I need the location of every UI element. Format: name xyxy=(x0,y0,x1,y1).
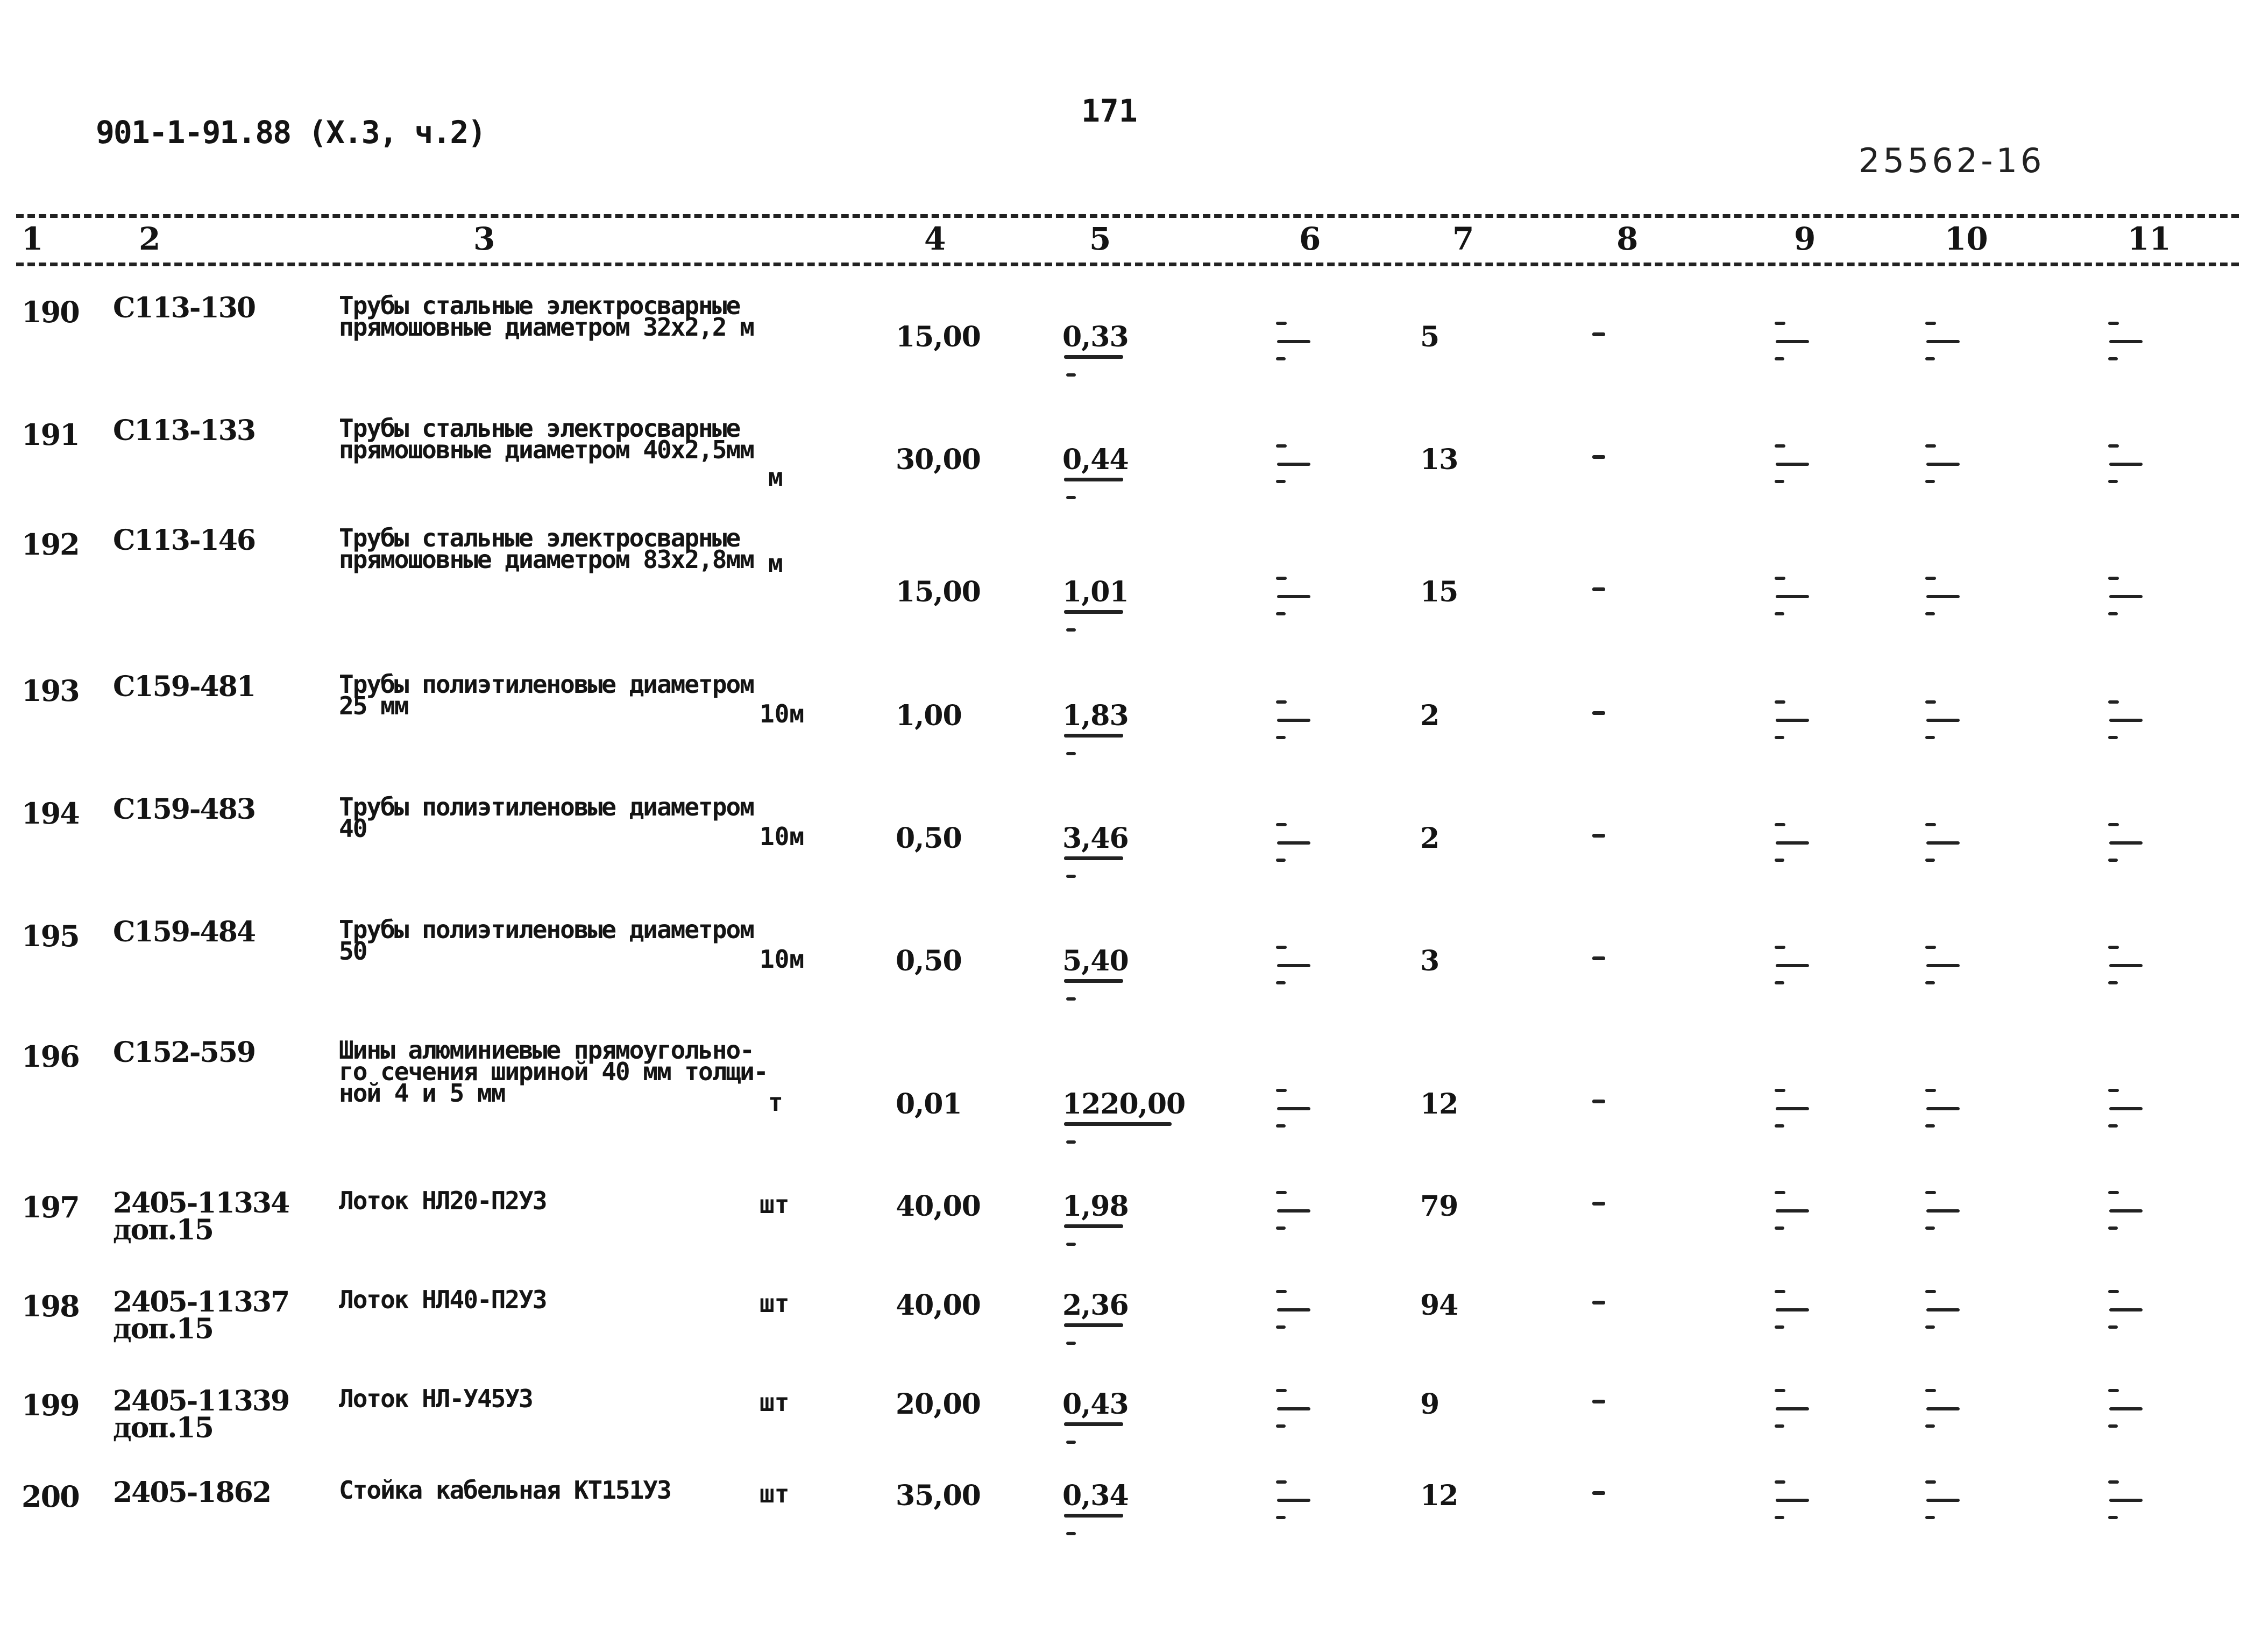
column-number: 3 xyxy=(473,221,495,257)
empty-value-marker xyxy=(2106,1389,2144,1427)
resource-code: С159-484 xyxy=(113,916,256,948)
column-7-value: 2 xyxy=(1420,822,1439,855)
resource-name: Лоток НЛ40-П2УЗ xyxy=(339,1285,547,1314)
empty-value-marker xyxy=(1923,1191,1961,1229)
column-7-value: 15 xyxy=(1420,576,1458,608)
column-7-value: 79 xyxy=(1420,1190,1458,1223)
price-underline-tick xyxy=(1066,1532,1076,1535)
price-underline-tick xyxy=(1066,373,1076,377)
resource-name: Трубы стальные электросварные прямошовные диаметром 40х2,5мм xyxy=(339,414,754,464)
price-underline-tick xyxy=(1066,752,1076,755)
unit-price: 1,83 xyxy=(1062,699,1129,732)
column-7-value: 12 xyxy=(1420,1479,1458,1512)
column-number: 6 xyxy=(1299,221,1321,257)
column-8-dash xyxy=(1592,956,1605,960)
quantity: 0,01 xyxy=(896,1088,962,1121)
unit-of-measure: шт xyxy=(760,1479,790,1508)
price-underline-tick xyxy=(1066,1243,1076,1246)
column-8-dash xyxy=(1592,1301,1605,1304)
quantity: 20,00 xyxy=(896,1388,981,1421)
resource-code: С113-146 xyxy=(113,524,256,557)
column-7-value: 5 xyxy=(1420,321,1439,353)
row-number: 194 xyxy=(22,796,79,831)
resource-name: Лоток НЛ20-П2УЗ xyxy=(339,1186,547,1215)
empty-value-marker xyxy=(2106,322,2144,359)
empty-value-marker xyxy=(1772,1480,1810,1518)
unit-price: 0,33 xyxy=(1062,321,1129,353)
resource-code: С152-559 xyxy=(113,1036,256,1069)
price-underline xyxy=(1064,1514,1123,1518)
row-number: 198 xyxy=(22,1289,79,1323)
unit-price: 5,40 xyxy=(1062,945,1129,977)
column-8-dash xyxy=(1592,834,1605,838)
empty-value-marker xyxy=(1772,322,1810,359)
empty-value-marker xyxy=(1772,1389,1810,1427)
empty-value-marker xyxy=(1772,823,1810,861)
unit-of-measure: м xyxy=(768,549,783,578)
header-rule-bottom xyxy=(16,263,2239,266)
empty-value-marker xyxy=(1923,946,1961,983)
unit-of-measure: шт xyxy=(760,1289,790,1318)
quantity: 40,00 xyxy=(896,1190,981,1223)
row-number: 199 xyxy=(22,1388,79,1422)
column-number: 8 xyxy=(1616,221,1639,257)
price-underline xyxy=(1064,610,1123,614)
header-rule-top xyxy=(16,214,2239,218)
resource-code: 2405-1862 xyxy=(113,1476,271,1509)
price-underline xyxy=(1064,979,1123,983)
row-number: 193 xyxy=(22,673,79,708)
resource-code: 2405-11334 доп.15 xyxy=(113,1187,289,1246)
empty-value-marker xyxy=(1923,1480,1961,1518)
quantity: 30,00 xyxy=(896,443,981,476)
column-number: 10 xyxy=(1945,221,1988,257)
unit-of-measure: т xyxy=(768,1088,783,1117)
resource-code: С113-133 xyxy=(113,414,256,447)
empty-value-marker xyxy=(1274,946,1311,983)
price-underline xyxy=(1064,734,1123,738)
quantity: 40,00 xyxy=(896,1289,981,1322)
quantity: 0,50 xyxy=(896,945,962,977)
quantity: 15,00 xyxy=(896,321,981,353)
empty-value-marker xyxy=(1274,1191,1311,1229)
column-8-dash xyxy=(1592,1491,1605,1495)
empty-value-marker xyxy=(1923,1089,1961,1126)
empty-value-marker xyxy=(1274,444,1311,482)
price-underline-tick xyxy=(1066,496,1076,499)
unit-of-measure: 10м xyxy=(760,822,805,851)
empty-value-marker xyxy=(1274,1290,1311,1328)
column-7-value: 2 xyxy=(1420,699,1439,732)
unit-price: 0,44 xyxy=(1062,443,1129,476)
unit-price: 0,34 xyxy=(1062,1479,1129,1512)
column-7-value: 13 xyxy=(1420,443,1458,476)
quantity: 15,00 xyxy=(896,576,981,608)
price-underline-tick xyxy=(1066,875,1076,878)
column-7-value: 3 xyxy=(1420,945,1439,977)
price-underline xyxy=(1064,856,1123,860)
unit-price: 1,01 xyxy=(1062,576,1129,608)
resource-name: Лоток НЛ-У45УЗ xyxy=(339,1384,533,1413)
column-7-value: 94 xyxy=(1420,1289,1458,1322)
archive-number: 25562-16 xyxy=(1859,141,2045,180)
price-underline xyxy=(1064,1422,1123,1426)
price-underline-tick xyxy=(1066,1342,1076,1345)
column-8-dash xyxy=(1592,711,1605,715)
resource-name: Трубы полиэтиленовые диаметром 40 xyxy=(339,792,754,843)
empty-value-marker xyxy=(2106,1089,2144,1126)
empty-value-marker xyxy=(1274,1089,1311,1126)
empty-value-marker xyxy=(1772,1089,1810,1126)
unit-price: 1220,00 xyxy=(1062,1088,1186,1121)
resource-name: Стойка кабельная КТ151УЗ xyxy=(339,1476,671,1505)
row-number: 195 xyxy=(22,919,79,953)
unit-of-measure: 10м xyxy=(760,945,805,974)
empty-value-marker xyxy=(1772,1290,1810,1328)
column-number: 2 xyxy=(139,221,161,257)
column-number: 9 xyxy=(1794,221,1816,257)
price-underline xyxy=(1064,1323,1123,1327)
empty-value-marker xyxy=(2106,1480,2144,1518)
resource-name: Трубы стальные электросварные прямошовные диаметром 83х2,8мм xyxy=(339,523,754,574)
empty-value-marker xyxy=(1923,322,1961,359)
price-underline xyxy=(1064,355,1123,359)
resource-name: Трубы полиэтиленовые диаметром 50 xyxy=(339,915,754,966)
row-number: 192 xyxy=(22,527,79,562)
resource-name: Трубы полиэтиленовые диаметром 25 мм xyxy=(339,670,754,720)
empty-value-marker xyxy=(2106,1191,2144,1229)
empty-value-marker xyxy=(1274,1389,1311,1427)
column-number: 11 xyxy=(2128,221,2171,257)
column-8-dash xyxy=(1592,587,1605,591)
unit-price: 2,36 xyxy=(1062,1289,1129,1322)
unit-of-measure: шт xyxy=(760,1388,790,1417)
unit-price: 0,43 xyxy=(1062,1388,1129,1421)
page-number: 171 xyxy=(1081,93,1138,129)
row-number: 200 xyxy=(22,1479,79,1514)
column-number: 4 xyxy=(924,221,946,257)
column-7-value: 12 xyxy=(1420,1088,1458,1121)
empty-value-marker xyxy=(2106,823,2144,861)
empty-value-marker xyxy=(1274,823,1311,861)
unit-of-measure: м xyxy=(768,463,783,492)
price-underline-tick xyxy=(1066,997,1076,1001)
price-underline-tick xyxy=(1066,1140,1076,1144)
resource-name: Трубы стальные электросварные прямошовные диаметром 32х2,2 м xyxy=(339,291,754,342)
empty-value-marker xyxy=(1923,577,1961,614)
empty-value-marker xyxy=(2106,577,2144,614)
unit-of-measure: шт xyxy=(760,1190,790,1219)
column-7-value: 9 xyxy=(1420,1388,1439,1421)
empty-value-marker xyxy=(1772,577,1810,614)
price-underline xyxy=(1064,478,1123,481)
unit-price: 3,46 xyxy=(1062,822,1129,855)
empty-value-marker xyxy=(1923,1389,1961,1427)
resource-code: С159-481 xyxy=(113,670,256,703)
empty-value-marker xyxy=(1923,700,1961,738)
quantity: 1,00 xyxy=(896,699,962,732)
unit-price: 1,98 xyxy=(1062,1190,1129,1223)
price-underline-tick xyxy=(1066,1441,1076,1444)
resource-code: 2405-11337 доп.15 xyxy=(113,1286,289,1345)
price-underline-tick xyxy=(1066,628,1076,632)
column-number: 7 xyxy=(1452,221,1474,257)
empty-value-marker xyxy=(1923,1290,1961,1328)
empty-value-marker xyxy=(2106,946,2144,983)
column-8-dash xyxy=(1592,332,1605,336)
row-number: 191 xyxy=(22,417,79,452)
column-8-dash xyxy=(1592,1400,1605,1403)
empty-value-marker xyxy=(1274,1480,1311,1518)
row-number: 190 xyxy=(22,295,79,329)
column-number: 1 xyxy=(22,221,44,257)
unit-of-measure: 10м xyxy=(760,699,805,728)
resource-code: С113-130 xyxy=(113,292,256,324)
resource-name: Шины алюминиевые прямоугольно- го сечения шириной 40 мм толщи- ной 4 и 5 мм xyxy=(339,1036,768,1108)
empty-value-marker xyxy=(1772,1191,1810,1229)
empty-value-marker xyxy=(2106,444,2144,482)
empty-value-marker xyxy=(1772,946,1810,983)
empty-value-marker xyxy=(1923,444,1961,482)
row-number: 196 xyxy=(22,1039,79,1074)
column-number: 5 xyxy=(1089,221,1111,257)
resource-code: 2405-11339 доп.15 xyxy=(113,1385,289,1444)
quantity: 35,00 xyxy=(896,1479,981,1512)
empty-value-marker xyxy=(1274,322,1311,359)
price-underline xyxy=(1064,1224,1123,1228)
empty-value-marker xyxy=(1274,700,1311,738)
empty-value-marker xyxy=(1923,823,1961,861)
quantity: 0,50 xyxy=(896,822,962,855)
empty-value-marker xyxy=(1772,444,1810,482)
resource-code: С159-483 xyxy=(113,793,256,826)
column-8-dash xyxy=(1592,1202,1605,1206)
empty-value-marker xyxy=(2106,700,2144,738)
empty-value-marker xyxy=(1772,700,1810,738)
column-8-dash xyxy=(1592,1100,1605,1103)
price-underline xyxy=(1064,1122,1172,1126)
document-code: 901-1-91.88 (X.3, ч.2) xyxy=(96,114,486,151)
empty-value-marker xyxy=(1274,577,1311,614)
row-number: 197 xyxy=(22,1190,79,1224)
column-8-dash xyxy=(1592,455,1605,459)
empty-value-marker xyxy=(2106,1290,2144,1328)
